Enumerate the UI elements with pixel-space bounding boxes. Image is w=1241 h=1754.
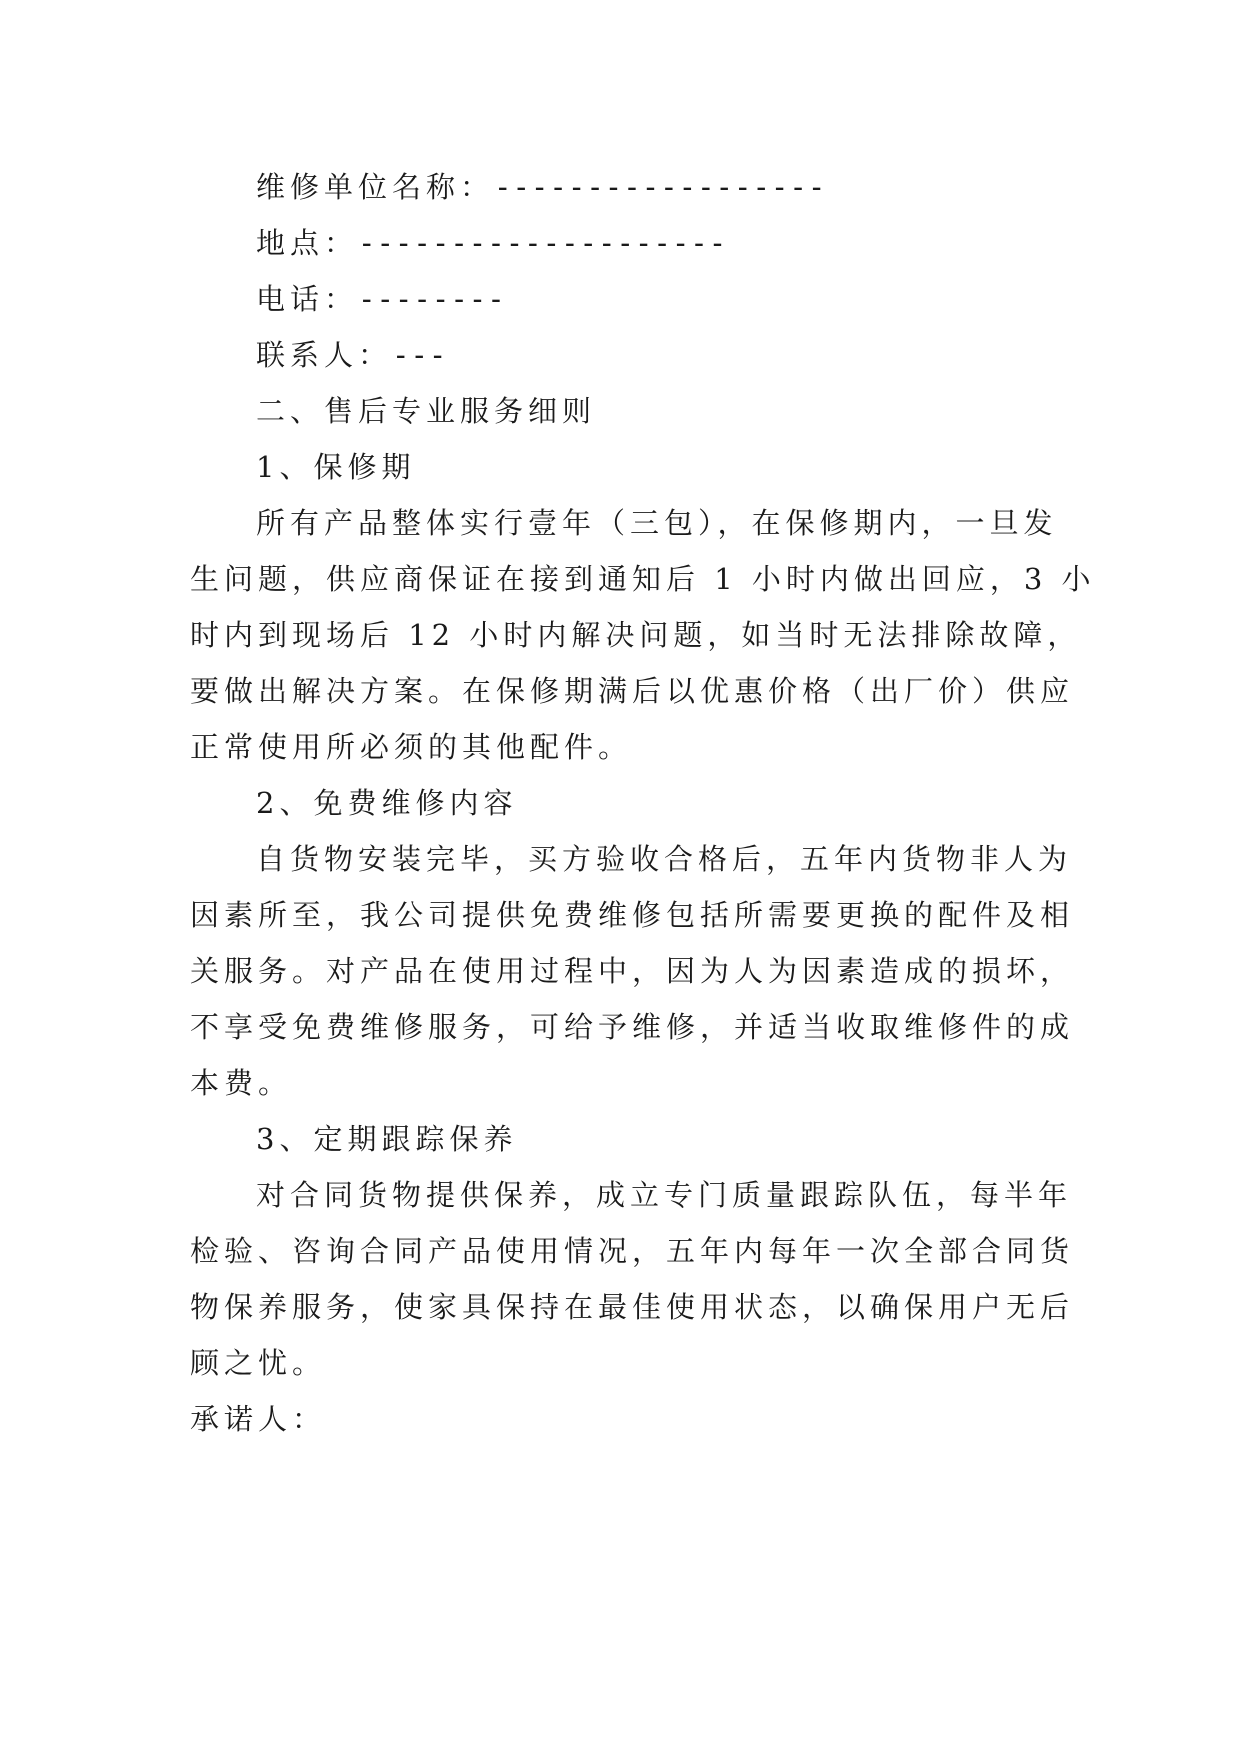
item-heading-free-repair: 2、免费维修内容 xyxy=(256,786,518,820)
paragraph-line: 关服务。对产品在使用过程中，因为人为因素造成的损坏， xyxy=(190,954,1075,988)
location-label: 地点： xyxy=(256,226,359,260)
paragraph-line: 检验、咨询合同产品使用情况，五年内每年一次全部合同货 xyxy=(190,1234,1075,1268)
paragraph-line: 本费。 xyxy=(190,1066,293,1100)
repair-unit-value: ------------------ xyxy=(494,170,827,204)
repair-unit-label: 维修单位名称： xyxy=(256,170,495,204)
paragraph-line: 不享受免费维修服务，可给予维修，并适当收取维修件的成 xyxy=(190,1010,1075,1044)
phone-line xyxy=(256,270,1116,328)
paragraph-line: 因素所至，我公司提供免费维修包括所需要更换的配件及相 xyxy=(190,898,1075,932)
phone-label: 电话： xyxy=(256,282,359,316)
section-title: 二、售后专业服务细则 xyxy=(256,394,597,428)
paragraph-line: 要做出解决方案。在保修期满后以优惠价格（出厂价）供应 xyxy=(190,674,1075,708)
contact-person-line xyxy=(256,326,1116,384)
contact-person-label: 联系人： xyxy=(256,338,393,372)
paragraph-line: 时内到现场后 12 小时内解决问题，如当时无法排除故障， xyxy=(190,618,1082,652)
paragraph-line: 自货物安装完毕，买方验收合格后，五年内货物非人为 xyxy=(256,842,1073,876)
item-heading-warranty: 1、保修期 xyxy=(256,450,416,484)
paragraph-line: 正常使用所必须的其他配件。 xyxy=(190,730,633,764)
paragraph-line: 对合同货物提供保养，成立专门质量跟踪队伍，每半年 xyxy=(256,1178,1073,1212)
item-heading-maintenance: 3、定期跟踪保养 xyxy=(256,1122,518,1156)
paragraph-line: 顾之忧。 xyxy=(190,1346,327,1380)
phone-value: -------- xyxy=(358,282,506,316)
paragraph-line: 所有产品整体实行壹年（三包），在保修期内，一旦发 xyxy=(256,506,1058,540)
signature-label: 承诺人： xyxy=(190,1402,327,1436)
repair-unit-line xyxy=(256,158,1116,216)
contact-person-value: --- xyxy=(392,338,448,372)
paragraph-line: 物保养服务，使家具保持在最佳使用状态，以确保用户无后 xyxy=(190,1290,1075,1324)
paragraph-line: 生问题，供应商保证在接到通知后 1 小时内做出回应，3 小 xyxy=(190,562,1096,596)
location-line xyxy=(256,214,1116,272)
location-value: -------------------- xyxy=(358,226,728,260)
